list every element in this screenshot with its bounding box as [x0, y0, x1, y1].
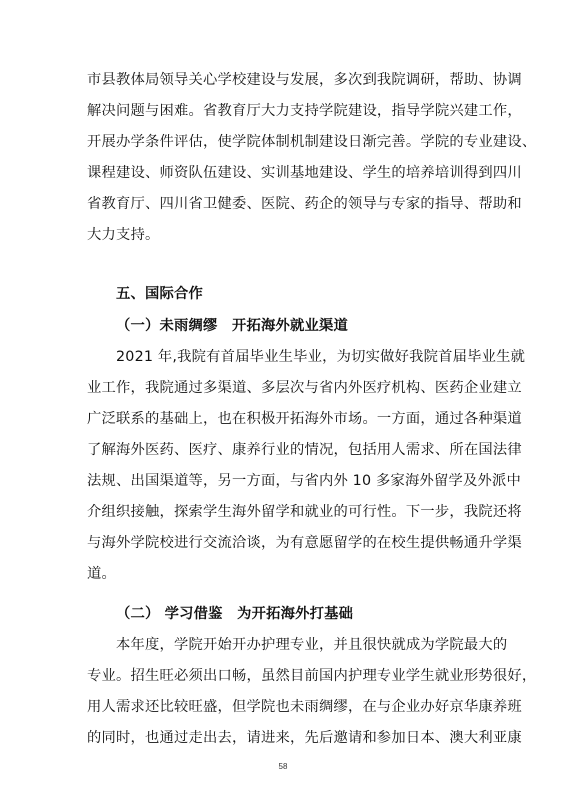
paragraph-line: 市县教体局领导关心学校建设与发展，多次到我院调研，帮助、协调: [87, 72, 522, 88]
paragraph-line: 道。: [87, 566, 116, 582]
paragraph-line: 介组织接触，探索学生海外留学和就业的可行性。下一步，我院还将: [87, 504, 522, 520]
paragraph-line: 与海外学院校进行交流洽谈，为有意愿留学的在校生提供畅通升学渠: [87, 535, 522, 551]
paragraph-line: 广泛联系的基础上，也在积极开拓海外市场。一方面，通过各种渠道: [87, 411, 522, 427]
page-number: 58: [278, 762, 288, 771]
paragraph-line: 2021 年,我院有首届毕业生毕业，为切实做好我院首届毕业生就: [116, 349, 526, 365]
section-heading: 五、国际合作: [116, 286, 203, 302]
paragraph-line: 解决问题与困难。省教育厅大力支持学院建设，指导学院兴建工作，: [87, 103, 522, 119]
paragraph-line: 法规、出国渠道等，另一方面，与省内外 10 多家海外留学及外派中: [87, 473, 521, 489]
paragraph-line: 省教育厅、四川省卫健委、医院、药企的领导与专家的指导、帮助和: [87, 196, 522, 212]
paragraph-line: 开展办学条件评估，使学院体制机制建设日渐完善。学院的专业建设、: [87, 134, 537, 150]
paragraph-line: 业工作，我院通过多渠道、多层次与省内外医疗机构、医药企业建立: [87, 380, 522, 396]
paragraph-line: 专业。招生旺必须出口畅，虽然目前国内护理专业学生就业形势很好，: [87, 668, 537, 684]
paragraph-line: 的同时，也通过走出去，请进来，先后邀请和参加日本、澳大利亚康: [87, 730, 522, 746]
paragraph-line: 用人需求还比较旺盛，但学院也未雨绸缪，在与企业办好京华康养班: [87, 699, 522, 715]
subheading-2: （二） 学习借鉴 为开拓海外打基础: [116, 606, 354, 622]
paragraph-line: 了解海外医药、医疗、康养行业的情况，包括用人需求、所在国法律: [87, 442, 522, 458]
paragraph-line: 大力支持。: [87, 227, 160, 243]
subheading-1: （一）未雨绸缪 开拓海外就业渠道: [116, 318, 348, 334]
paragraph-line: 课程建设、师资队伍建设、实训基地建设、学生的培养培训得到四川: [87, 165, 522, 181]
paragraph-line: 本年度，学院开始开办护理专业，并且很快就成为学院最大的: [116, 637, 508, 653]
